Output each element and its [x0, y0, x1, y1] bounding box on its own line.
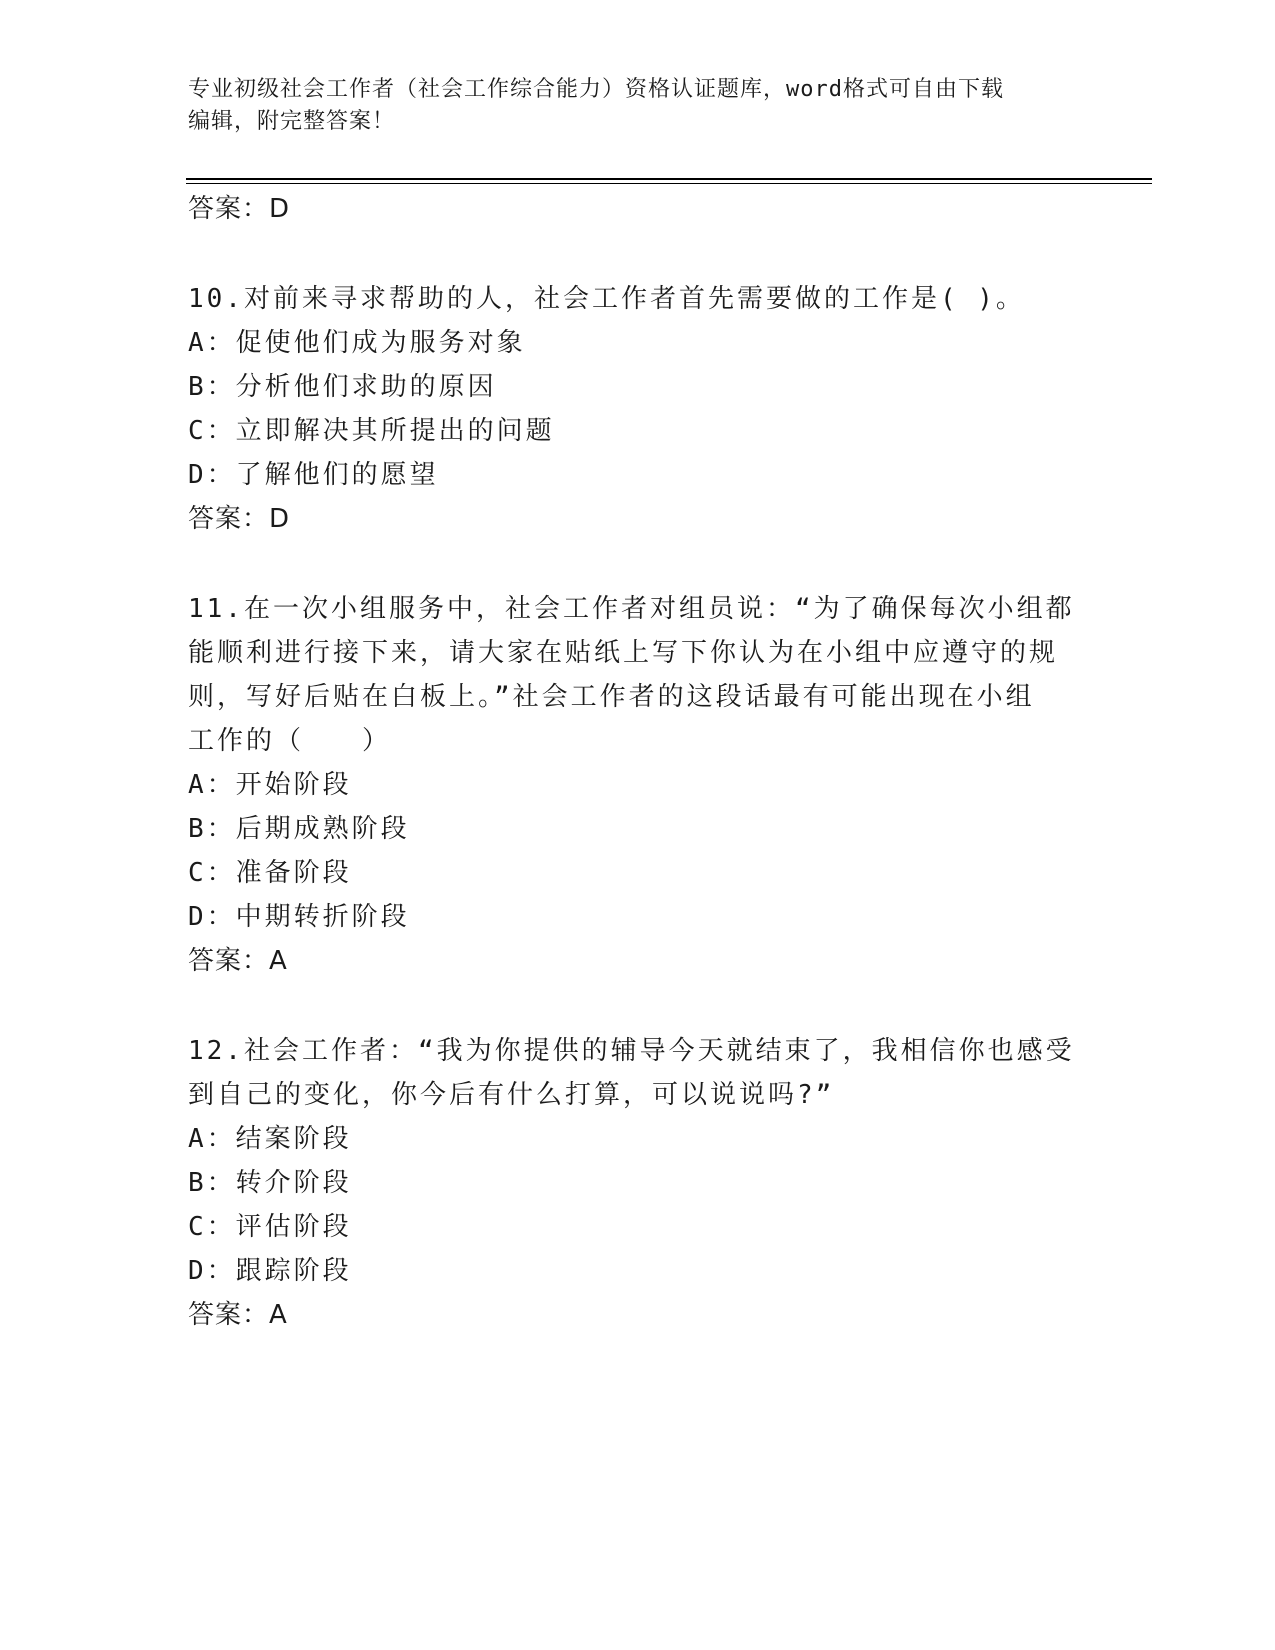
question-10-answer: 答案：D: [188, 504, 291, 534]
document-header: [188, 74, 1068, 138]
question-11-option-d: D：中期转折阶段: [188, 902, 410, 932]
question-11-option-b: B：后期成熟阶段: [188, 814, 410, 844]
question-12-option-c: C：评估阶段: [188, 1212, 352, 1242]
question-11-option-c: C：准备阶段: [188, 858, 352, 888]
question-11-stem-line-2: 能顺利进行接下来，请大家在贴纸上写下你认为在小组中应遵守的规: [188, 638, 1059, 668]
question-11-option-a: A：开始阶段: [188, 770, 352, 800]
header-divider-thin: [186, 183, 1152, 184]
question-10-option-a: A：促使他们成为服务对象: [188, 328, 526, 358]
question-11-stem-line-3: 则，写好后贴在白板上。”社会工作者的这段话最有可能出现在小组: [188, 682, 1035, 712]
previous-answer: 答案：D: [188, 194, 291, 224]
question-12-option-a: A：结案阶段: [188, 1124, 352, 1154]
question-10-option-b: B：分析他们求助的原因: [188, 372, 497, 402]
question-11-stem-line-1: 11.在一次小组服务中，社会工作者对组员说：“为了确保每次小组都: [188, 594, 1075, 624]
header-divider-thick: [186, 178, 1152, 180]
question-12-stem-line-2: 到自己的变化，你今后有什么打算，可以说说吗?”: [188, 1080, 835, 1110]
question-11-stem-line-4: 工作的（ ）: [188, 726, 392, 756]
question-11-answer: 答案：A: [188, 946, 288, 976]
question-12-option-b: B：转介阶段: [188, 1168, 352, 1198]
header-line-2: 编辑，附完整答案！: [188, 109, 396, 134]
question-10-option-d: D：了解他们的愿望: [188, 460, 439, 490]
question-12-stem-line-1: 12.社会工作者：“我为你提供的辅导今天就结束了，我相信你也感受: [188, 1036, 1075, 1066]
question-12-answer: 答案：A: [188, 1300, 288, 1330]
question-10-stem: 10.对前来寻求帮助的人，社会工作者首先需要做的工作是( )。: [188, 284, 1025, 314]
header-line-1: 专业初级社会工作者（社会工作综合能力）资格认证题库，word格式可自由下载: [188, 77, 1004, 102]
question-10-option-c: C：立即解决其所提出的问题: [188, 416, 555, 446]
question-12-option-d: D：跟踪阶段: [188, 1256, 352, 1286]
